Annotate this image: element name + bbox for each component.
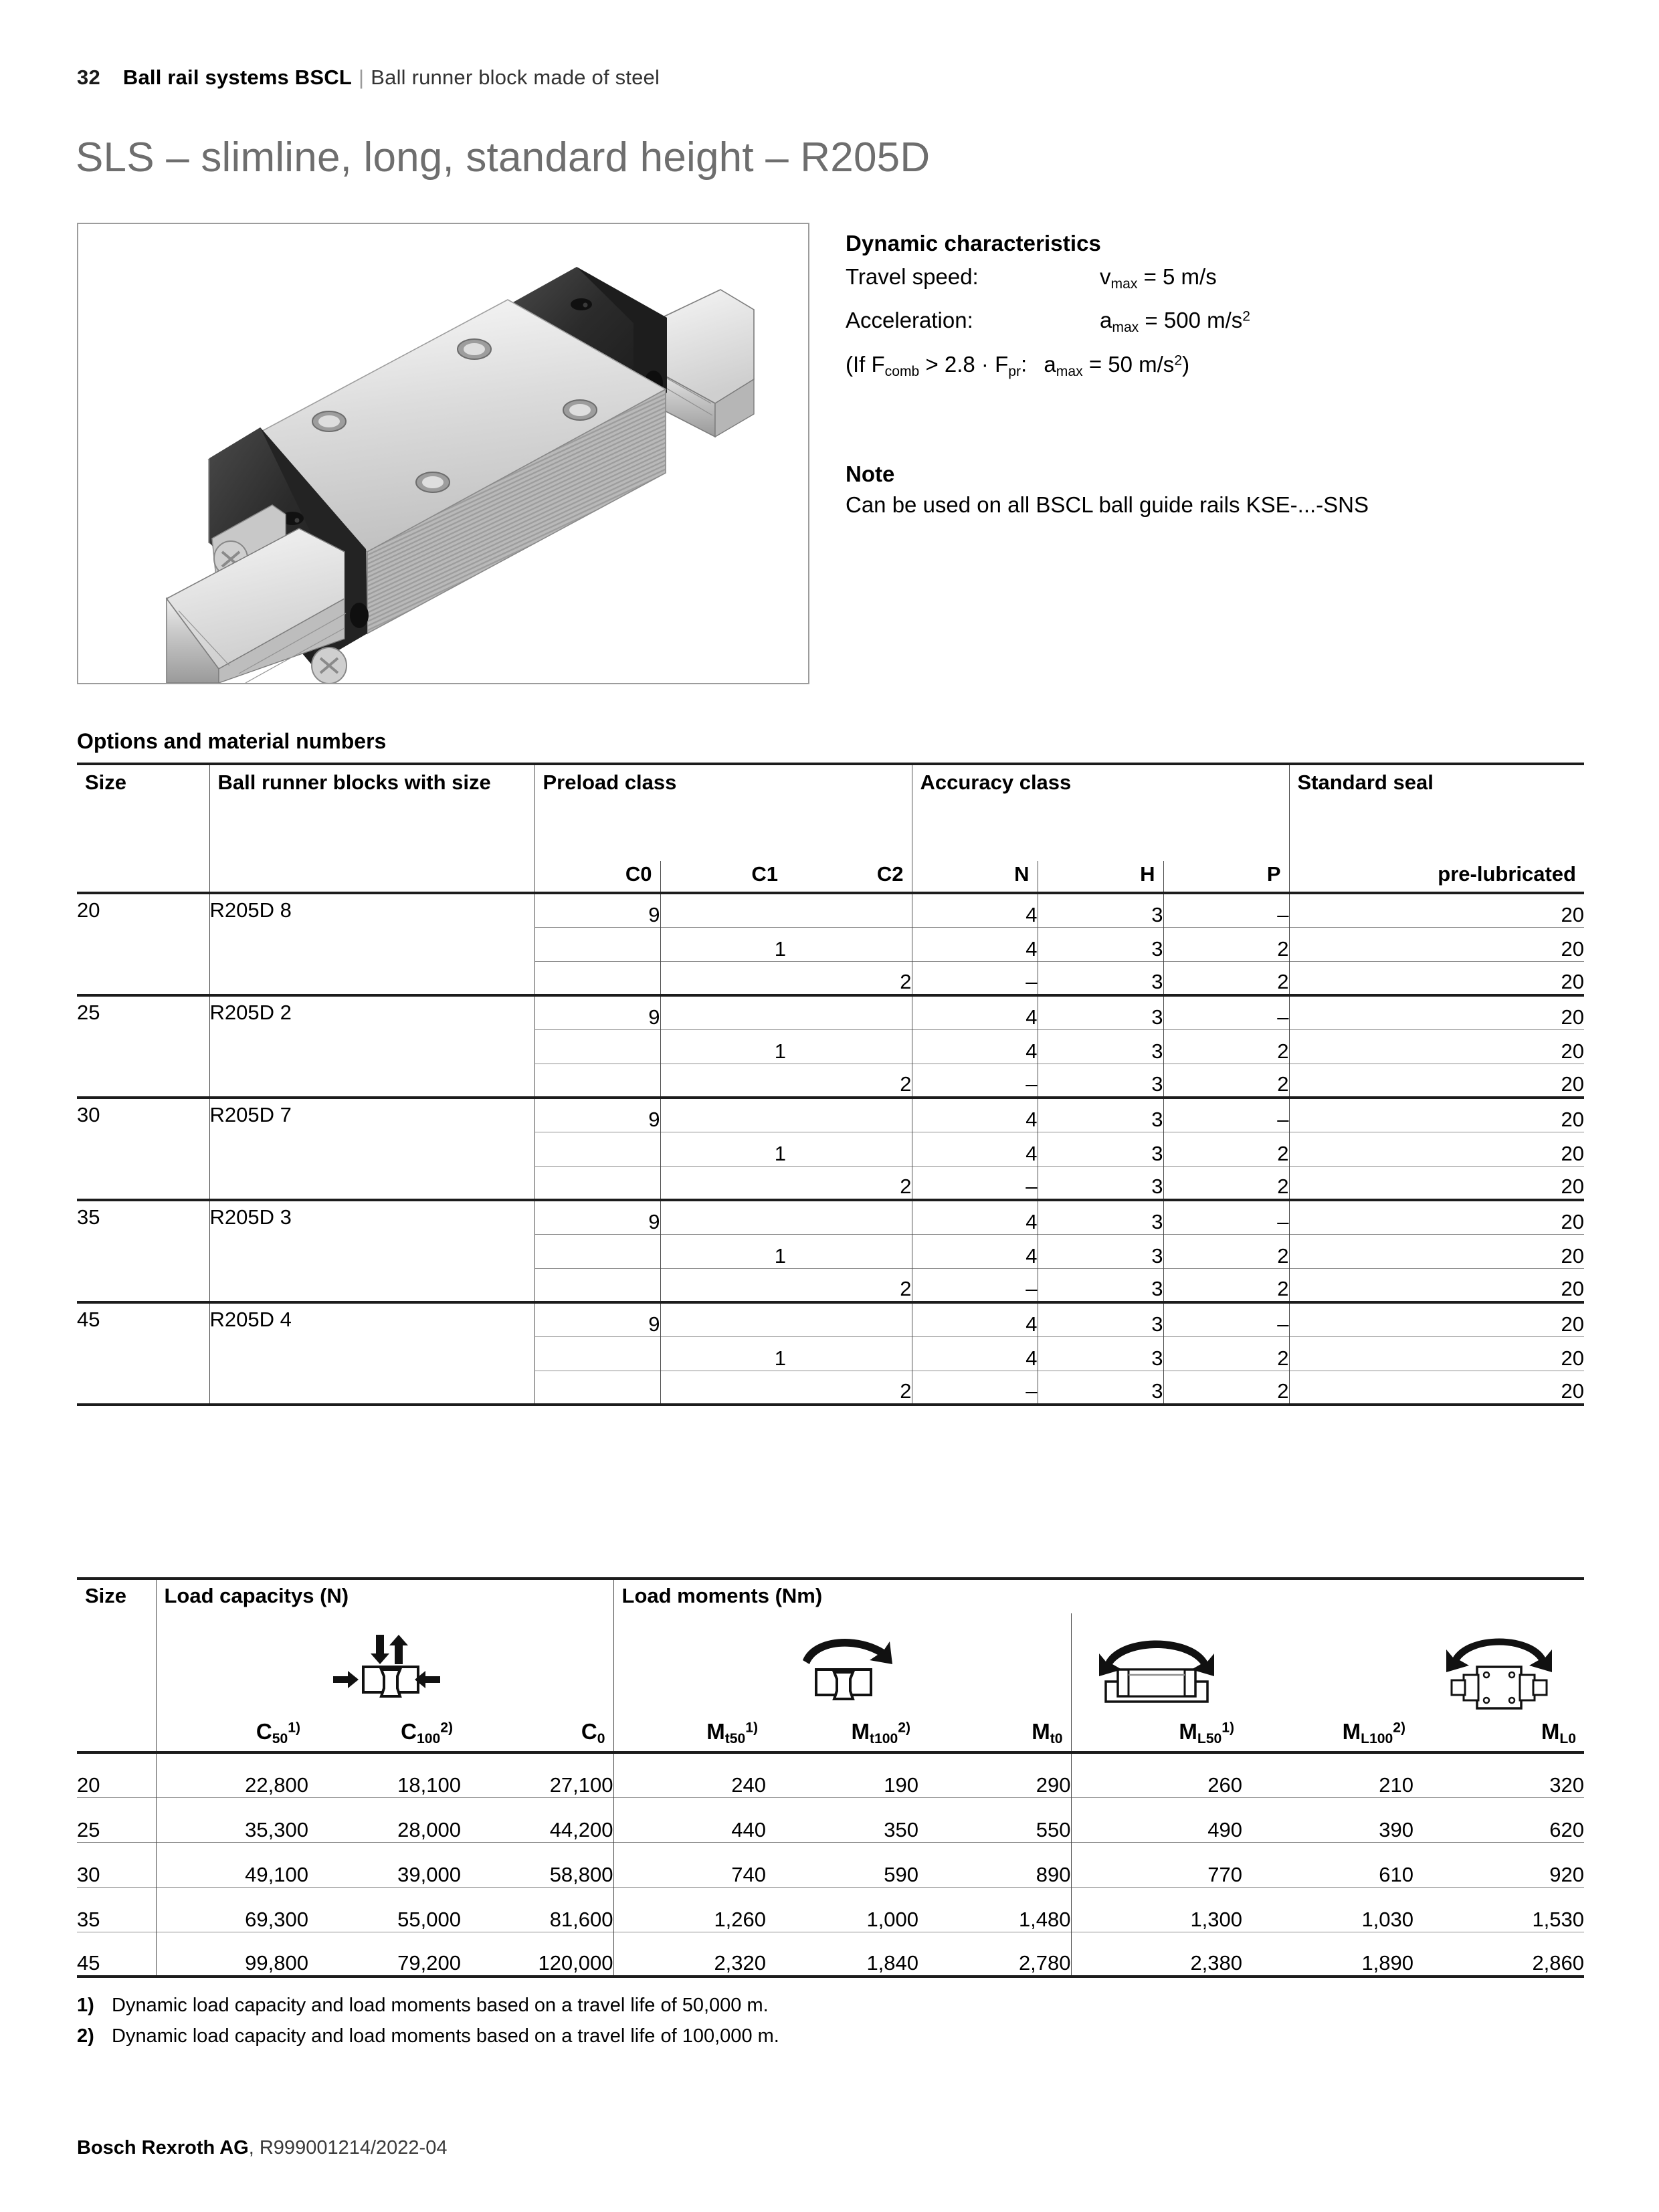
cell-mt0: 1,480	[918, 1887, 1071, 1932]
cell-c100: 39,000	[308, 1842, 461, 1887]
cell-c0: 9	[534, 1302, 660, 1336]
cell-seal: 20	[1289, 1166, 1584, 1200]
cell-h: 3	[1038, 1029, 1163, 1064]
cell-h: 3	[1038, 961, 1163, 995]
cell-n: –	[912, 1371, 1038, 1405]
cell-n: 4	[912, 995, 1038, 1029]
acceleration-label: Acceleration:	[846, 308, 973, 333]
longitudinal-moment-icon	[1090, 1631, 1224, 1711]
row-size: 35	[77, 1887, 156, 1932]
cell-ml100: 1,890	[1242, 1932, 1413, 1977]
cell-p: 2	[1163, 1029, 1289, 1064]
cell-n: –	[912, 961, 1038, 995]
footnote-1-marker: 1)	[77, 1995, 94, 2016]
acceleration-equals: =	[1145, 308, 1158, 333]
cell-c50: 35,300	[156, 1797, 308, 1842]
table-row	[77, 1932, 1584, 1977]
cell-c1: 1	[660, 1336, 786, 1371]
condition-colon: :	[1021, 351, 1028, 377]
row-size: 30	[77, 1842, 156, 1887]
cell-n: 4	[912, 1132, 1038, 1166]
cell-mt50: 1,260	[613, 1887, 766, 1932]
cell-seal: 20	[1289, 893, 1584, 927]
cell-ml100: 1,030	[1242, 1887, 1413, 1932]
symbol-mt100: $M_{t100}^{2)}$	[851, 1719, 911, 1746]
cell-ml50: 260	[1071, 1752, 1242, 1797]
cell-h: 3	[1038, 1371, 1163, 1405]
cell-c2: 2	[786, 1166, 912, 1200]
cell-c0	[534, 1064, 660, 1098]
cell-c2	[786, 1098, 912, 1132]
cell-p: –	[1163, 1098, 1289, 1132]
cell-c1	[660, 1166, 786, 1200]
icon-cell-load-capacity	[156, 1613, 308, 1714]
cell-mt0: 2,780	[918, 1932, 1071, 1977]
condition-operator: > $2.8 \cdot F_{pr}$	[925, 351, 1021, 379]
cell-ml0: 320	[1549, 1773, 1585, 1797]
cell-c0	[534, 1234, 660, 1268]
cell-c0: 120,000	[461, 1932, 613, 1977]
footer-document-number: , R999001214/2022-04	[248, 2137, 448, 2158]
cell-c2	[786, 927, 912, 961]
header-load-moments: Load moments (Nm)	[613, 1579, 1584, 1613]
table1-bottom-rule	[77, 1405, 1584, 1406]
cell-c1	[660, 1302, 786, 1336]
icon-spacer-mt100	[918, 1613, 1071, 1714]
subheader-n: N	[912, 861, 1038, 893]
cell-h: 3	[1038, 927, 1163, 961]
cell-mt0: 290	[1036, 1773, 1071, 1797]
cell-seal: 20	[1289, 1302, 1584, 1336]
condition-prefix: (If $F_{comb}$	[846, 351, 920, 379]
cell-ml50: 1,300	[1071, 1887, 1242, 1932]
page-title: SLS – slimline, long, standard height – R205D	[76, 134, 931, 181]
condition-equals: =	[1088, 351, 1102, 377]
cell-c50: 69,300	[156, 1887, 308, 1932]
cell-c100: 28,000	[308, 1797, 461, 1842]
note-block	[846, 462, 1615, 518]
cell-c2: 2	[786, 1064, 912, 1098]
cell-c1: 1	[660, 927, 786, 961]
footnote-1-text: Dynamic load capacity and load moments based on a travel life of 50,000 m.	[112, 1995, 769, 2016]
cell-c2: 2	[786, 961, 912, 995]
cell-mt50: 2,320	[613, 1932, 766, 1977]
cell-c2	[786, 1234, 912, 1268]
cell-c1: 1	[660, 1132, 786, 1166]
cell-h: 3	[1038, 995, 1163, 1029]
cell-c0	[534, 1029, 660, 1064]
cell-ml100: 210	[1379, 1773, 1414, 1797]
cell-h: 3	[1038, 1132, 1163, 1166]
symbol-c100: $C_{100}^{2)}$	[401, 1719, 453, 1746]
table-row	[77, 1200, 1584, 1234]
cell-p: –	[1163, 893, 1289, 927]
header-standard-seal: Standard seal	[1289, 764, 1584, 861]
cell-p: 2	[1163, 1268, 1289, 1302]
cell-p: 2	[1163, 961, 1289, 995]
cell-seal: 20	[1289, 1336, 1584, 1371]
cell-ml100: 390	[1242, 1797, 1413, 1842]
cell-mt100: 1,840	[766, 1932, 918, 1977]
table-row	[77, 1842, 1584, 1887]
row-size: 45	[77, 1932, 156, 1977]
row-size: 25	[77, 1797, 156, 1842]
cell-c0: 44,200	[461, 1797, 613, 1842]
running-head-subsection: Ball runner block made of steel	[371, 66, 660, 89]
table2-bottom-rule	[77, 1977, 1584, 1978]
subheader-pre-lubricated: pre-lubricated	[1289, 861, 1584, 893]
cell-ml0: 1,530	[1413, 1887, 1584, 1932]
running-head	[77, 66, 660, 90]
table-row	[77, 893, 1584, 927]
cell-seal: 20	[1289, 995, 1584, 1029]
cell-c100: 79,200	[308, 1932, 461, 1977]
subheader-p: P	[1163, 861, 1289, 893]
acceleration-value: 500 $m/s^2$	[1163, 308, 1251, 333]
cell-c1	[660, 1098, 786, 1132]
condition-symbol: $a_{max}$	[1044, 351, 1083, 379]
cell-seal: 20	[1289, 927, 1584, 961]
cell-ml50: 770	[1071, 1842, 1242, 1887]
cell-h: 3	[1038, 1234, 1163, 1268]
icon-spacer-c0	[461, 1613, 613, 1714]
row-block: R205D 7	[209, 1098, 534, 1200]
cell-c0: 9	[534, 995, 660, 1029]
cell-n: 4	[912, 1200, 1038, 1234]
cell-mt100: 350	[766, 1797, 918, 1842]
cell-c0	[534, 1336, 660, 1371]
symbol-ml100: $M_{L100}^{2)}$	[1342, 1719, 1406, 1746]
cell-ml100: 610	[1242, 1842, 1413, 1887]
row-size: 45	[77, 1308, 100, 1331]
cell-c2: 2	[786, 1371, 912, 1405]
footnote-2-marker: 2)	[77, 2025, 94, 2047]
cell-p: 2	[1163, 1234, 1289, 1268]
cell-seal: 20	[1289, 1132, 1584, 1166]
running-head-separator: |	[359, 66, 365, 89]
travel-speed-label: Travel speed:	[846, 264, 979, 289]
cell-n: –	[912, 1166, 1038, 1200]
cell-c2	[786, 1132, 912, 1166]
cell-c2	[786, 1029, 912, 1064]
cell-c0	[534, 1268, 660, 1302]
cell-mt100: 1,000	[766, 1887, 918, 1932]
cell-c0	[534, 961, 660, 995]
travel-speed-symbol: $v_{max}$	[1100, 264, 1138, 292]
table-row	[77, 995, 1584, 1029]
cell-p: 2	[1163, 1371, 1289, 1405]
lateral-moment-icon-cell	[1413, 1613, 1584, 1714]
cell-c0: 9	[534, 1200, 660, 1234]
cell-seal: 20	[1289, 1234, 1584, 1268]
footnote-1	[77, 1990, 779, 2021]
table2-icon-row	[77, 1613, 1584, 1714]
acceleration-symbol: $a_{max}$	[1100, 308, 1139, 336]
cell-c0	[534, 927, 660, 961]
note-heading: Note	[846, 462, 895, 486]
cell-c2	[786, 1302, 912, 1336]
travel-speed-value: 5 m/s	[1163, 264, 1217, 289]
dynamic-characteristics-heading: Dynamic characteristics	[846, 231, 1102, 256]
cell-h: 3	[1038, 1098, 1163, 1132]
icon-spacer-mt50	[613, 1613, 766, 1714]
cell-c1	[660, 1268, 786, 1302]
cell-c0: 27,100	[549, 1773, 613, 1797]
cell-n: 4	[912, 1029, 1038, 1064]
table-row	[77, 1797, 1584, 1842]
cell-c0: 9	[534, 1098, 660, 1132]
load-capacity-icon-cell	[308, 1613, 461, 1714]
cell-c1	[660, 1371, 786, 1405]
cell-c50: 99,800	[156, 1932, 308, 1977]
condition-value: 50 $m/s^2$)	[1108, 351, 1190, 377]
row-size: 20	[77, 898, 100, 922]
cell-n: –	[912, 1064, 1038, 1098]
running-head-section: Ball rail systems BSCL	[122, 66, 352, 89]
icon-spacer-ml100	[1242, 1613, 1413, 1714]
cell-seal: 20	[1289, 1064, 1584, 1098]
acceleration-condition-row	[846, 344, 1588, 387]
travel-speed-equals: =	[1143, 264, 1157, 289]
cell-p: 2	[1163, 1132, 1289, 1166]
cell-c100: 18,100	[397, 1773, 461, 1797]
cell-seal: 20	[1289, 1029, 1584, 1064]
cell-n: 4	[912, 1234, 1038, 1268]
acceleration-row	[846, 300, 1588, 344]
footer-company: Bosch Rexroth AG	[77, 2137, 249, 2158]
cell-mt0: 550	[918, 1797, 1071, 1842]
header-blocks: Ball runner blocks with size	[209, 764, 534, 893]
cell-c1	[660, 1064, 786, 1098]
cell-c1: 1	[660, 1029, 786, 1064]
cell-c0: 9	[534, 893, 660, 927]
cell-c1: 1	[660, 1234, 786, 1268]
load-capacities-moments-table	[77, 1577, 1584, 1978]
table-row	[77, 1302, 1584, 1336]
cell-n: 4	[912, 1336, 1038, 1371]
row-size: 30	[77, 1103, 100, 1126]
symbol-mt50: $M_{t50}^{1)}$	[613, 1714, 766, 1752]
cell-c2	[786, 995, 912, 1029]
longitudinal-moment-icon-cell	[1071, 1613, 1242, 1714]
cell-c0	[534, 1132, 660, 1166]
options-material-numbers-table	[77, 763, 1584, 1406]
cell-c1	[660, 893, 786, 927]
cell-c1	[660, 995, 786, 1029]
symbol-c0: $C_0$	[581, 1719, 605, 1746]
cell-p: 2	[1163, 1064, 1289, 1098]
torque-moment-icon	[784, 1631, 901, 1711]
cell-h: 3	[1038, 1166, 1163, 1200]
page-number: 32	[77, 66, 100, 89]
cell-mt0: 890	[918, 1842, 1071, 1887]
cell-seal: 20	[1289, 1200, 1584, 1234]
cell-h: 3	[1038, 1268, 1163, 1302]
cell-p: 2	[1163, 1166, 1289, 1200]
dynamic-characteristics	[846, 231, 1588, 388]
cell-c0: 81,600	[461, 1887, 613, 1932]
row-block: R205D 2	[209, 995, 534, 1098]
table-row	[77, 1887, 1584, 1932]
load-capacity-icon	[328, 1631, 442, 1711]
cell-n: 4	[912, 1302, 1038, 1336]
cell-ml50: 2,380	[1071, 1932, 1242, 1977]
subheader-c0: C0	[534, 861, 660, 893]
cell-h: 3	[1038, 893, 1163, 927]
cell-seal: 20	[1289, 961, 1584, 995]
cell-mt50: 440	[613, 1797, 766, 1842]
cell-p: –	[1163, 1200, 1289, 1234]
header-accuracy-class: Accuracy class	[912, 764, 1289, 861]
cell-c50: 22,800	[156, 1752, 308, 1797]
cell-mt100: 590	[766, 1842, 918, 1887]
table-row	[77, 1752, 1584, 1797]
footnote-2-text: Dynamic load capacity and load moments based on a travel life of 100,000 m.	[112, 2025, 779, 2047]
cell-ml0: 2,860	[1413, 1932, 1584, 1977]
symbol-ml0: $M_{L0}$	[1541, 1719, 1577, 1746]
cell-c2: 2	[786, 1268, 912, 1302]
header-load-capacities: Load capacitys (N)	[156, 1579, 613, 1613]
cell-ml50: 490	[1071, 1797, 1242, 1842]
cell-h: 3	[1038, 1200, 1163, 1234]
options-table-heading: Options and material numbers	[77, 729, 387, 753]
cell-c100: 55,000	[308, 1887, 461, 1932]
header-size: Size	[85, 771, 127, 794]
cell-c1	[660, 961, 786, 995]
table2-group-header-row	[77, 1579, 1584, 1613]
symbol-c50: $C_{50}^{1)}$	[156, 1714, 308, 1752]
cell-h: 3	[1038, 1302, 1163, 1336]
ball-runner-block-illustration	[78, 224, 808, 683]
subheader-h: H	[1038, 861, 1163, 893]
row-block: R205D 4	[209, 1302, 534, 1405]
cell-ml0: 620	[1413, 1797, 1584, 1842]
cell-seal: 20	[1289, 1098, 1584, 1132]
cell-n: 4	[912, 893, 1038, 927]
travel-speed-row	[846, 260, 1588, 300]
page-footer	[77, 2137, 447, 2159]
cell-c1	[660, 1200, 786, 1234]
lateral-moment-icon	[1436, 1631, 1563, 1711]
cell-p: 2	[1163, 927, 1289, 961]
cell-p: –	[1163, 1302, 1289, 1336]
footnote-2	[77, 2021, 779, 2051]
row-size: 20	[77, 1773, 100, 1797]
torque-moment-icon-cell	[766, 1613, 918, 1714]
cell-c50: 49,100	[156, 1842, 308, 1887]
cell-c2	[786, 893, 912, 927]
subheader-c2: C2	[876, 862, 904, 886]
cell-p: 2	[1163, 1336, 1289, 1371]
row-size: 25	[77, 1001, 100, 1024]
cell-seal: 20	[1289, 1371, 1584, 1405]
cell-c0	[534, 1166, 660, 1200]
footnotes	[77, 1990, 779, 2051]
cell-c0: 58,800	[461, 1842, 613, 1887]
cell-mt100: 190	[884, 1773, 919, 1797]
note-text: Can be used on all BSCL ball guide rails KSE-...-SNS	[846, 492, 1369, 517]
table-row	[77, 1098, 1584, 1132]
cell-c2	[786, 1200, 912, 1234]
table1-group-header-row	[77, 764, 1584, 861]
icon-spacer-size	[77, 1613, 156, 1714]
cell-n: 4	[912, 927, 1038, 961]
row-size: 35	[77, 1205, 100, 1229]
cell-c0	[534, 1371, 660, 1405]
cell-seal: 20	[1289, 1268, 1584, 1302]
cell-n: 4	[912, 1098, 1038, 1132]
cell-h: 3	[1038, 1064, 1163, 1098]
cell-c2	[786, 1336, 912, 1371]
cell-p: –	[1163, 995, 1289, 1029]
table2-symbol-row	[77, 1714, 1584, 1752]
cell-mt50: 240	[613, 1752, 766, 1797]
cell-n: –	[912, 1268, 1038, 1302]
product-image-frame	[77, 223, 809, 684]
cell-mt50: 740	[613, 1842, 766, 1887]
row-block: R205D 3	[209, 1200, 534, 1302]
header-preload-class: Preload class	[534, 764, 912, 861]
symbol-spacer-size	[77, 1714, 156, 1752]
subheader-c1: C1	[660, 861, 786, 893]
symbol-ml50: $M_{L50}^{1)}$	[1071, 1714, 1242, 1752]
header-size: Size	[85, 1584, 127, 1607]
symbol-mt0: $M_{t0}$	[1032, 1719, 1063, 1746]
cell-ml0: 920	[1413, 1842, 1584, 1887]
cell-h: 3	[1038, 1336, 1163, 1371]
row-block: R205D 8	[209, 893, 534, 995]
